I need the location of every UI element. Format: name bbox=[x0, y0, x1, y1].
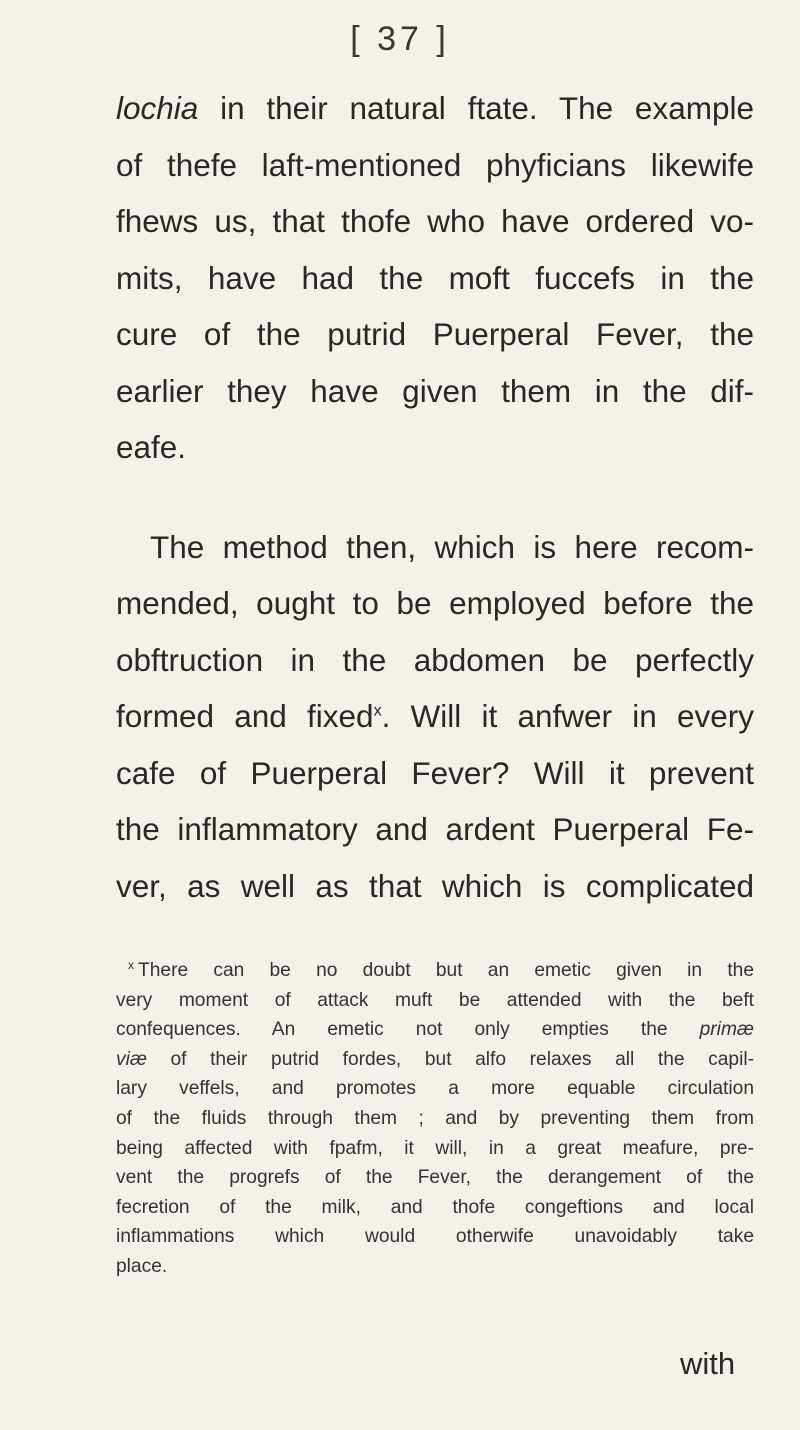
footnote-mark: x bbox=[128, 957, 134, 972]
text-line: mended, ought to be employed before the bbox=[116, 585, 754, 621]
page-number: [ 37 ] bbox=[350, 20, 450, 58]
footnote-line: place. bbox=[116, 1255, 168, 1277]
paragraph-gap bbox=[116, 476, 754, 519]
footnote-line: $^x$ There can be no doubt but an emetic given in the bbox=[128, 957, 754, 981]
text-line: mits, have had the moft fuccefs in the bbox=[116, 259, 754, 296]
main-text bbox=[116, 80, 754, 914]
footnote-line: being affected with fpafm, it will, in a great meafure, pre- bbox=[116, 1137, 754, 1159]
italic-word: lochia bbox=[116, 90, 199, 126]
text-line: formed and fixed$^x$. Will it anfwer in every bbox=[116, 698, 754, 734]
footnote-line: lary veffels, and promotes a more equable circulation bbox=[116, 1078, 754, 1100]
text-line: ver, as well as that which is complicated bbox=[116, 867, 754, 904]
text-line: The method then, which is here recom- bbox=[150, 528, 754, 565]
footnote-reference: x bbox=[373, 702, 382, 720]
text-line: cure of the putrid Puerperal Fever, the bbox=[116, 316, 754, 352]
text-line: fhews us, that thofe who have ordered vo- bbox=[116, 203, 754, 239]
footnote-line: very moment of attack muft be attended with the beft bbox=[116, 989, 754, 1011]
text-line: cafe of Puerperal Fever? Will it prevent bbox=[116, 754, 754, 791]
text-line: the inflammatory and ardent Puerperal Fe- bbox=[116, 811, 754, 847]
footnote-line: confequences. An emetic not only empties the primæ bbox=[116, 1019, 754, 1041]
italic-word: viæ bbox=[116, 1048, 147, 1070]
text-line: of thefe laft-mentioned phyficians likewife bbox=[116, 146, 754, 183]
footnote-line: inflammations which would otherwife unavoidably take bbox=[116, 1226, 754, 1248]
text-line: earlier they have given them in the dif- bbox=[116, 372, 754, 409]
footnote bbox=[116, 956, 754, 1282]
text-line: eafe. bbox=[116, 429, 187, 465]
italic-word: primæ bbox=[699, 1019, 754, 1041]
footnote-line: fecretion of the milk, and thofe congeftions and local bbox=[116, 1196, 754, 1218]
text-line: lochia in their natural ftate. The example bbox=[116, 90, 754, 126]
footnote-line: viæ of their putrid fordes, but alfo relaxes all the capil- bbox=[116, 1048, 754, 1070]
catchword: with bbox=[680, 1346, 736, 1381]
text-line: obftruction in the abdomen be perfectly bbox=[116, 641, 754, 678]
footnote-line: vent the progrefs of the Fever, the derangement of the bbox=[116, 1167, 754, 1189]
footnote-line: of the fluids through them ; and by preventing them from bbox=[116, 1107, 754, 1129]
